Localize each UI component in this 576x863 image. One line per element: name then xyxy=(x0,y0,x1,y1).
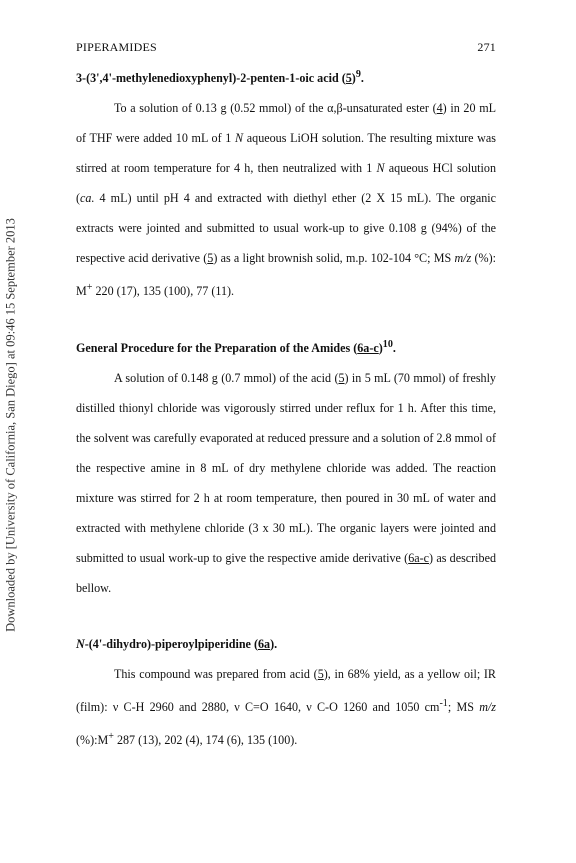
paragraph-acid-procedure: To a solution of 0.13 g (0.52 mmol) of the α,β-unsaturated ester (4) in 20 mL of THF were added 10 mL of 1 N aqueous LiOH solution. The resulting mixture was stirred at room temperature for 4 h, then neutralized with 1 N aqueous HCl solution (ca. 4 mL) until pH 4 and extracted with diethyl ether (2 X 15 mL). The organic extracts were jointed and submitted to usual work-up to give 0.108 g (94%) of the respective acid derivative (5) as a light brownish solid, m.p. 102-104 °C; MS m/z (%): M+ 220 (17), 135 (100), 77 (11). xyxy=(76,101,496,299)
running-title: PIPERAMIDES xyxy=(76,40,157,54)
download-watermark xyxy=(3,205,19,645)
running-header xyxy=(76,40,496,55)
paragraph-amide-procedure: A solution of 0.148 g (0.7 mmol) of the acid (5) in 5 mL (70 mmol) of freshly distilled thionyl chloride was vigorously stirred under reflux for 1 h. After this time, the solvent was carefully evaporated at reduced pressure and a solution of 2.8 mmol of the respective amine in 8 mL of dry methylene chloride was added. The reaction mixture was stirred for 2 h at room temperature, then poured in 30 mL of water and extracted with methylene chloride (3 x 30 mL). The organic layers were jointed and submitted to usual work-up to give the respective amide derivative (6a-c) as described bellow. xyxy=(76,371,496,596)
page-number: 271 xyxy=(477,40,496,54)
download-note-text: Downloaded by [University of California, San Diego] at 09:46 15 September 2013 xyxy=(3,218,18,632)
citation-ref: 9 xyxy=(355,69,361,80)
section-heading-general-procedure: General Procedure for the Preparation of the Amides $(6a-c)^{10}$. xyxy=(76,339,396,356)
paragraph-compound-6a: This compound was prepared from acid (5), in 68% yield, as a yellow oil; IR (film): ν C-H 2960 and 2880, ν C=O 1640, ν C-O 1260 and 1050 $cm^{-1}$; MS m/z (%):M+ 287 (13), 202 (4), 174 (6), 135 (100). xyxy=(76,667,496,748)
compound-ref: 6a xyxy=(257,637,271,652)
compound-ref: 5 xyxy=(345,71,352,86)
citation-ref: 10 xyxy=(382,339,393,351)
compound-ref: 6a-c xyxy=(357,341,379,356)
section-heading-acid: 3-(3',4'-methylenedioxyphenyl)-2-penten-1-oic acid $(5)^9$. xyxy=(76,69,364,86)
section-heading-compound-6a: N-(4'-dihydro)-piperoylpiperidine (6a). xyxy=(76,637,278,652)
page-content xyxy=(76,66,496,755)
